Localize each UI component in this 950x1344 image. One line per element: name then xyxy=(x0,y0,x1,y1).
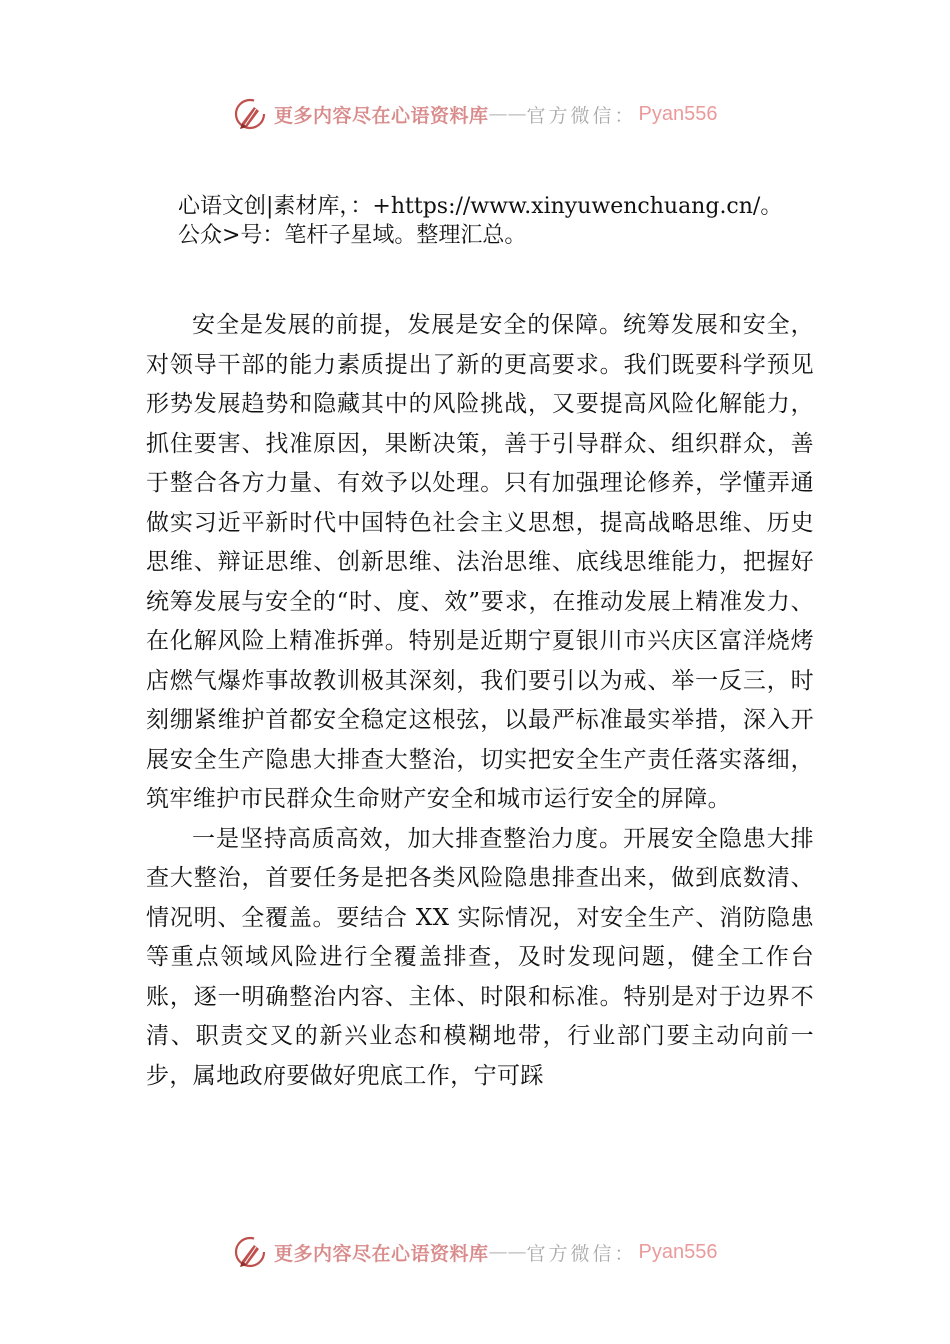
banner-wechat-label: 官方微信： xyxy=(526,1242,637,1265)
banner-dash: —— xyxy=(488,103,527,125)
pen-nib-logo-icon xyxy=(232,96,268,132)
banner-brand-text: 更多内容尽在心语资料库 xyxy=(274,104,489,127)
banner-brand-text: 更多内容尽在心语资料库 xyxy=(274,1242,489,1265)
banner-dash: —— xyxy=(488,1241,527,1263)
article-body xyxy=(146,306,814,1096)
pen-nib-logo-icon xyxy=(232,1234,268,1270)
footer-banner xyxy=(232,1232,718,1272)
source-note-line-2: 公众>号：笔杆子星域。整理汇总。 xyxy=(178,223,527,248)
article-paragraph-2: 一是坚持高质高效，加大排查整治力度。开展安全隐患大排查大整治，首要任务是把各类风险隐患排查出来，做到底数清、情况明、全覆盖。要结合 XX 实际情况，对安全生产、消防隐患等重点领域风险进行全覆盖排查，及时发现问题，健全工作台账，逐一明确整治内容、主体、时限和标准。特别是对于边界不清、职责交叉的新兴业态和模糊地带，行业部门要主动向前一步，属地政府要做好兜底工作，宁可踩 xyxy=(146,825,814,1089)
source-note-line-1: 心语文创|素材库，：+https://www.xinyuwenchuang.cn/。 xyxy=(178,194,783,219)
banner-wechat-id: Pyan556 xyxy=(638,102,718,125)
source-note xyxy=(178,192,938,250)
header-banner xyxy=(232,94,718,134)
article-paragraph-1: 安全是发展的前提，发展是安全的保障。统筹发展和安全，对领导干部的能力素质提出了新的更高要求。我们既要科学预见形势发展趋势和隐藏其中的风险挑战，又要提高风险化解能力，抓住要害、找准原因，果断决策，善于引导群众、组织群众，善于整合各方力量、有效予以处理。只有加强理论修养，学懂弄通做实习近平新时代中国特色社会主义思想，提高战略思维、历史思维、辩证思维、创新思维、法治思维、底线思维能力，把握好统筹发展与安全的“时、度、效”要求，在推动发展上精准发力、在化解风险上精准拆弹。特别是近期宁夏银川市兴庆区富洋烧烤店燃气爆炸事故教训极其深刻，我们要引以为戒、举一反三，时刻绷紧维护首都安全稳定这根弦，以最严标准最实举措，深入开展安全生产隐患大排查大整治，切实把安全生产责任落实落细，筑牢维护市民群众生命财产安全和城市运行安全的屏障。 xyxy=(146,312,814,812)
banner-wechat-label: 官方微信： xyxy=(526,104,637,127)
banner-wechat-id: Pyan556 xyxy=(638,1240,718,1263)
